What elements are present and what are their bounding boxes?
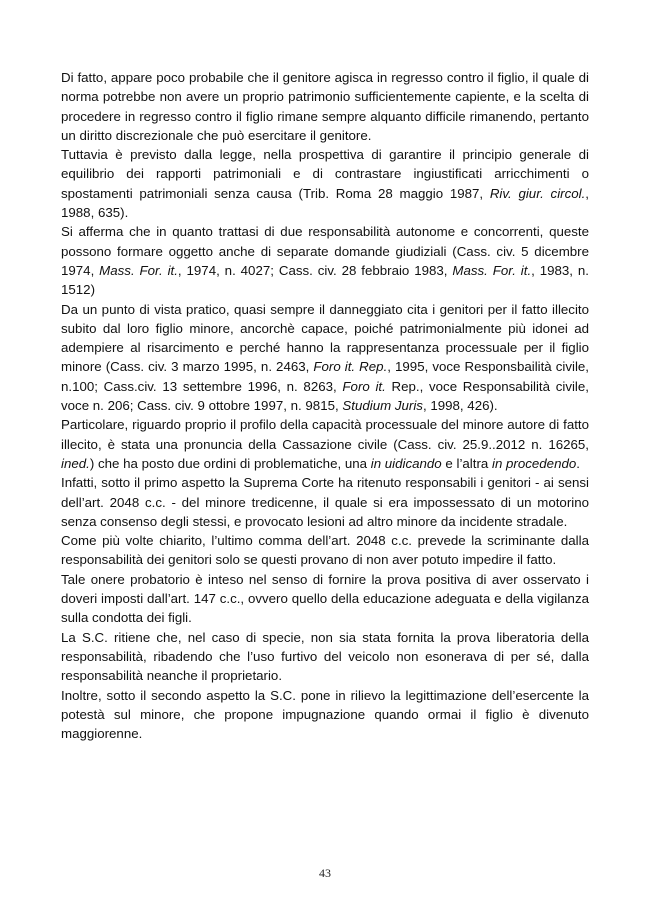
text-run: , 1995, voce Responsbailità civile, n.100; Cass.civ. 13 settembre 1996, n. 8263, (61, 359, 589, 394)
paragraph (61, 628, 589, 686)
text-run: e l’altra (441, 455, 492, 471)
text-run: Rep., voce Responsabilità civile, voce n. 206; Cass. civ. 9 ottobre 1997, n. 9815, (61, 378, 589, 414)
text-run: Come più volte chiarito, l’ultimo comma dell’art. 2048 c.c. prevede la scriminante dalla responsabilità dei genitori solo se questi provano di non aver potuto impedire il fatto. (61, 533, 589, 568)
text-run: Infatti, sotto il primo aspetto la Suprema Corte ha ritenuto responsabili i genitori - ai sensi dell’art. 2048 c.c. - del minore tredicenne, il quale si era impossessato di un motorino senza consenso degli stessi, e provocato lesioni ad altro minore da incidente stradale. (61, 475, 589, 529)
paragraph (61, 68, 589, 145)
text-run: Tale onere probatorio è inteso nel senso di fornire la prova positiva di aver osservato i doveri imposti dall’art. 147 c.c., ovvero quello della educazione adeguata e della vigilanza sulla condotta dei figli. (61, 571, 589, 626)
citation-italic: in uidicando (370, 455, 442, 471)
paragraph (61, 473, 589, 531)
text-run: . (576, 455, 580, 471)
text-run: , 1998, 426). (422, 398, 498, 414)
citation-italic: in procedendo (491, 455, 577, 471)
paragraph (61, 300, 589, 416)
citation-italic: Mass. For. it. (99, 262, 178, 278)
paragraph (61, 570, 589, 628)
citation-italic: Foro it. (342, 378, 386, 394)
paragraph (61, 686, 589, 744)
text-run: Si afferma che in quanto trattasi di due responsabilità autonome e concorrenti, queste possono formare oggetto anche di separate domande giudiziali (Cass. civ. 5 dicembre 1974, (61, 224, 589, 278)
text-run: Inoltre, sotto il secondo aspetto la S.C. pone in rilievo la legittimazione dell’esercente la potestà sul minore, che propone impugnazione quando ormai il figlio è divenuto maggiorenne. (61, 687, 589, 742)
paragraph (61, 415, 589, 473)
paragraph (61, 145, 589, 222)
page-number: 43 (319, 866, 331, 880)
text-run: Di fatto, appare poco probabile che il genitore agisca in regresso contro il figlio, il quale di norma potrebbe non avere un proprio patrimonio sufficientemente capiente, e la scelta di procedere in regresso contro il figlio rimane sempre alquanto difficile rimanendo, pertanto un diritto discrezionale che può esercitare il genitore. (61, 70, 589, 143)
citation-italic: Studium Juris (342, 398, 423, 414)
text-run: , 1983, n. 1512) (61, 262, 589, 298)
citation-italic: Foro it. Rep. (313, 359, 388, 375)
text-run: , 1974, n. 4027; Cass. civ. 28 febbraio 1983, (177, 262, 453, 278)
citation-italic: Riv. giur. circol. (489, 185, 586, 201)
text-run: Tuttavia è previsto dalla legge, nella prospettiva di garantire il principio generale di equilibrio dei rapporti patrimoniali e di contrastare ingiustificati arricchimenti o spostamenti patrimoniali senza causa (Trib. Roma 28 maggio 1987, (61, 147, 589, 201)
text-run: La S.C. ritiene che, nel caso di specie, non sia stata fornita la prova liberatoria della responsabilità, ribadendo che l’uso furtivo del veicolo non esonerava di per sé, dalla responsabilità neanche il proprietario. (61, 629, 589, 684)
citation-italic: Mass. For. it. (452, 262, 532, 278)
paragraph (61, 531, 589, 570)
text-run: Da un punto di vista pratico, quasi sempre il danneggiato cita i genitori per il fatto illecito subito dal loro figlio minore, ancorchè capace, poiché patrimonialmente più idonei ad adempiere al risarcimento e perché hanno la rappresentanza processuale per il figlio minore (Cass. civ. 3 marzo 1995, n. 2463, (61, 301, 589, 375)
page-body (61, 68, 589, 743)
text-run: , 1988, 635). (61, 185, 589, 221)
paragraph (61, 222, 589, 299)
text-run: Particolare, riguardo proprio il profilo della capacità processuale del minore autore di fatto illecito, è stata una pronuncia della Cassazione civile (Cass. civ. 25.9..2012 n. 16265, (61, 417, 589, 452)
text-run: ) che ha posto due ordini di problematiche, una (89, 455, 371, 471)
citation-italic: ined. (61, 455, 90, 471)
